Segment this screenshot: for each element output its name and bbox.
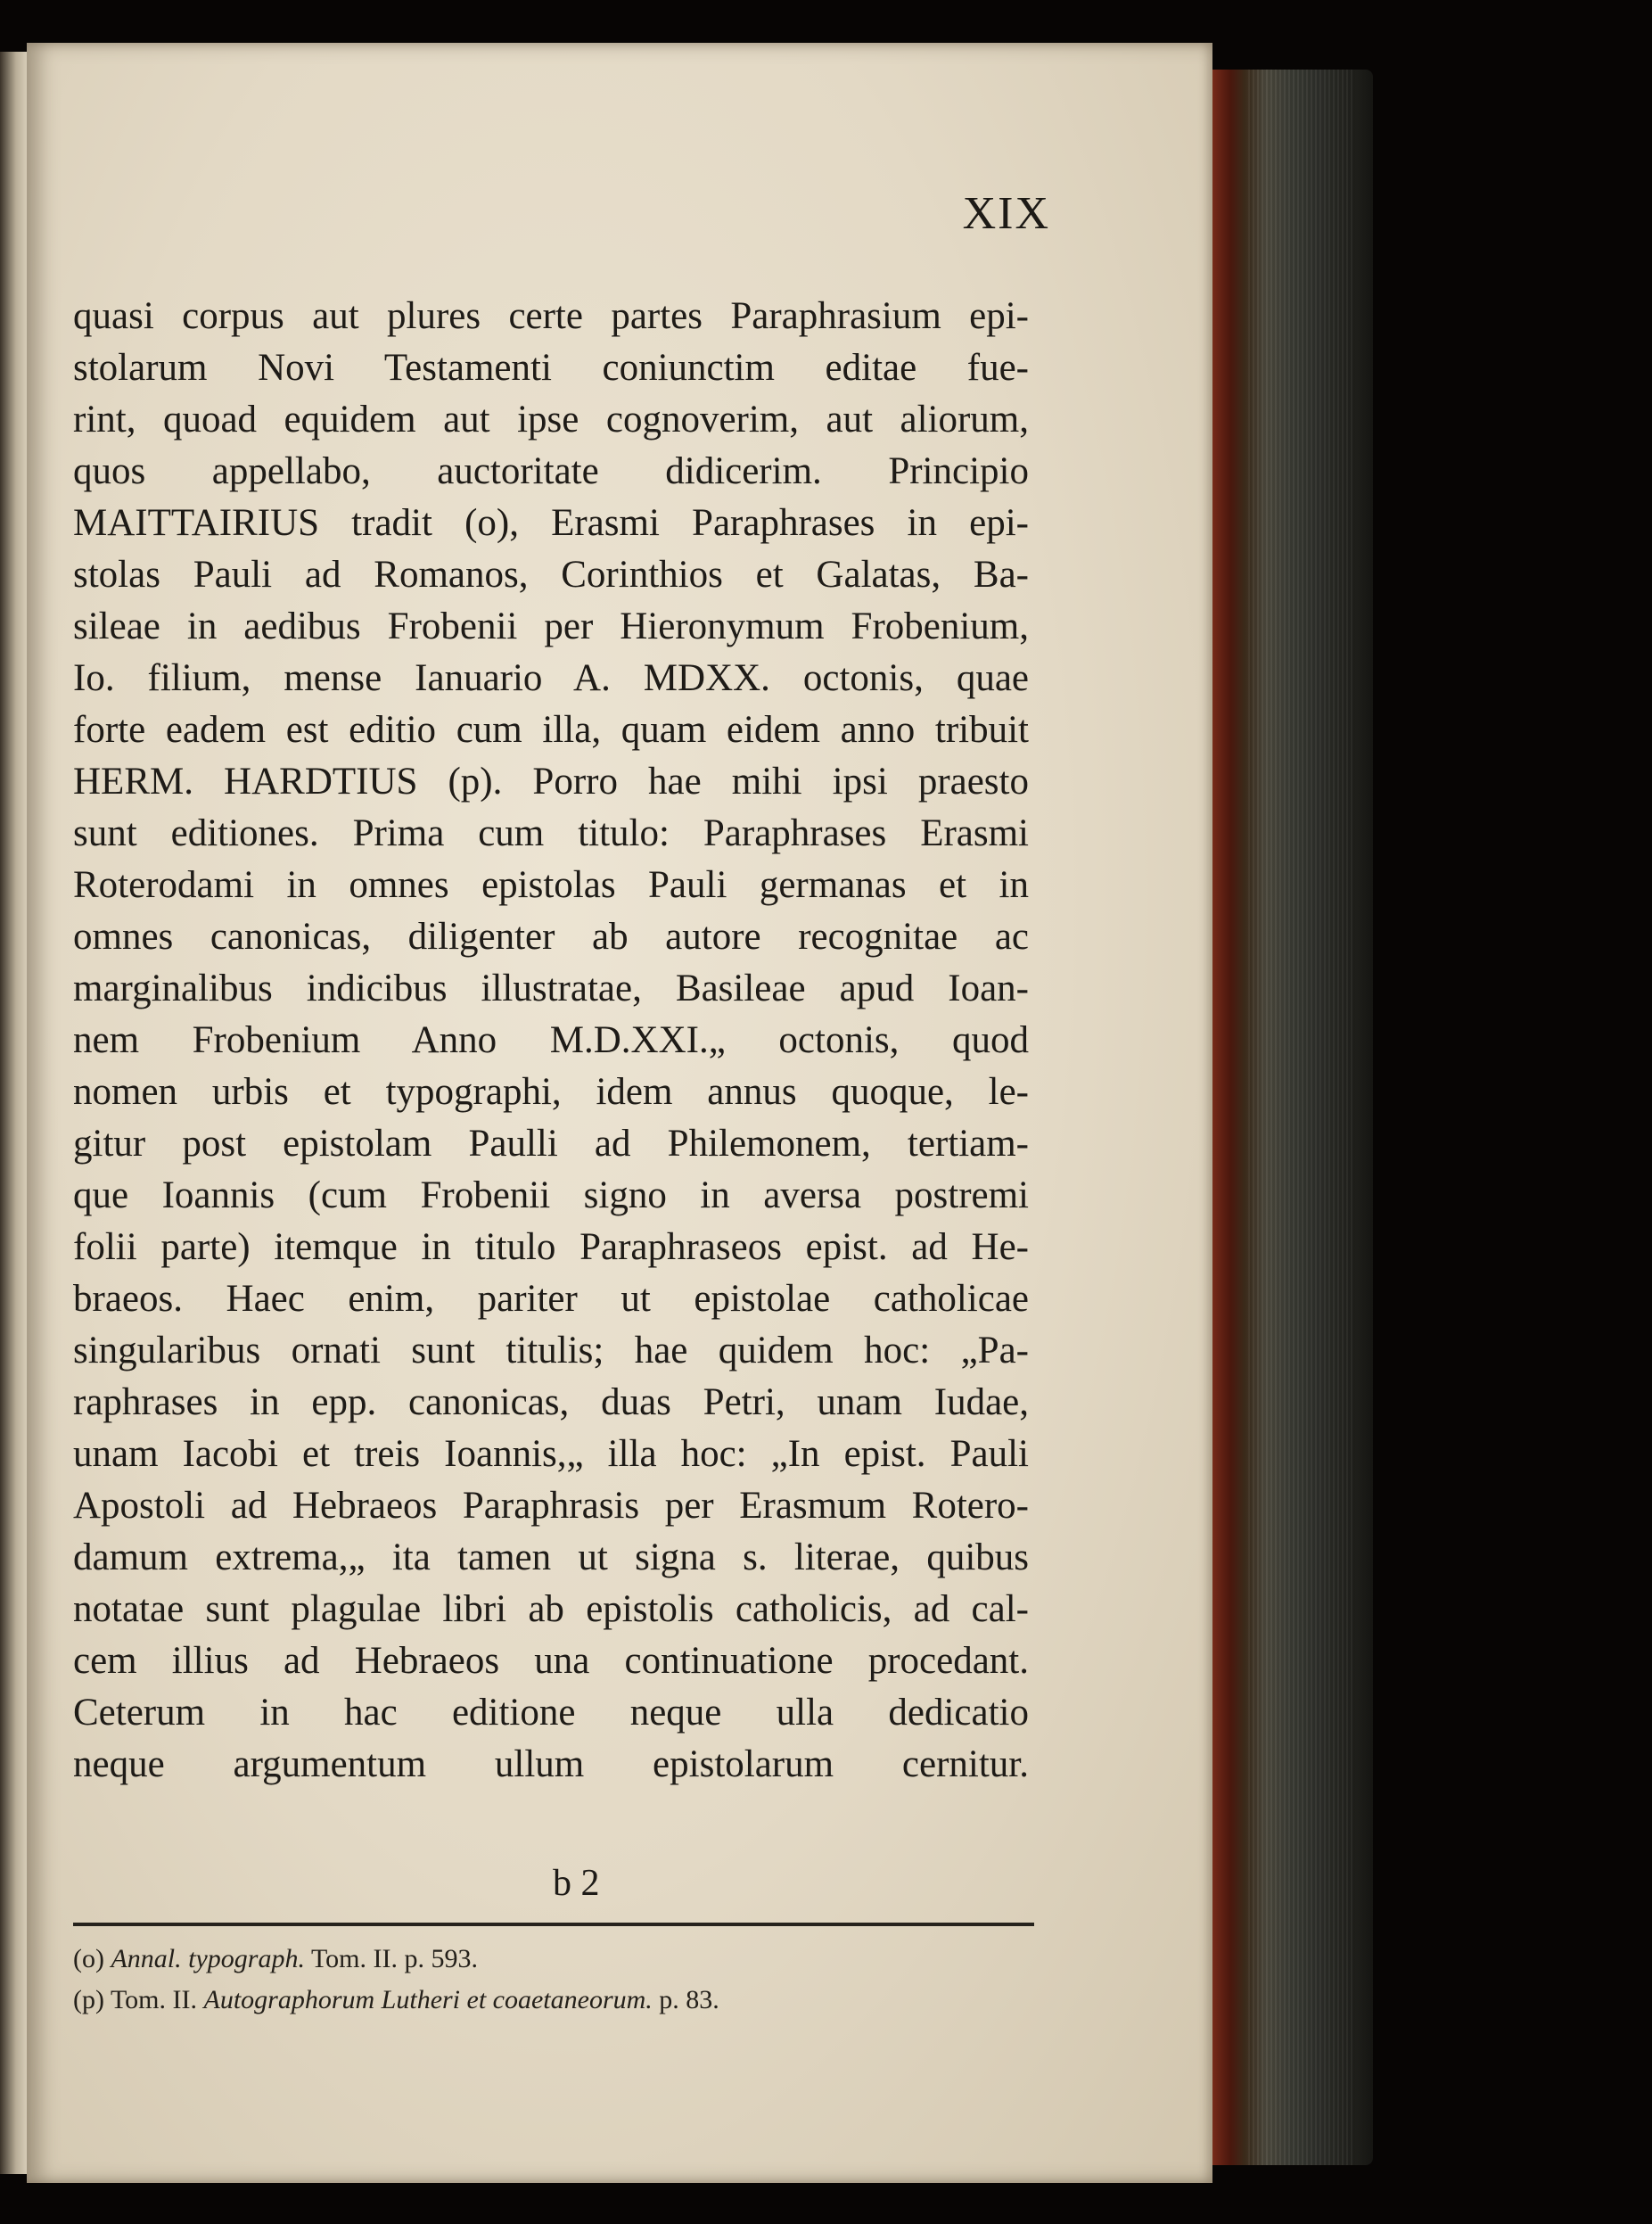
text-line: forte eadem est editio cum illa, quam eidem anno tribuit [73,709,1029,751]
text-line: folii parte) itemque in titulo Paraphraseos epist. ad He- [73,1226,1029,1268]
footnote-mark: (o) [73,1944,104,1973]
main-text [73,291,1029,1791]
footnote-reference: p. 83. [659,1985,719,2014]
text-line: cem illius ad Hebraeos una continuatione procedant. [73,1640,1029,1682]
text-line: sileae in aedibus Frobenii per Hieronymum Frobenium, [73,605,1029,647]
footnote-source: Autographorum Lutheri et coaetaneorum. [203,1985,653,2014]
text-line: singularibus ornati sunt titulis; hae quidem hoc: „Pa- [73,1330,1029,1371]
text-line: stolarum Novi Testamenti coniunctim editae fue- [73,347,1029,389]
signature-mark: b 2 [553,1863,600,1904]
text-line: notatae sunt plagulae libri ab epistolis catholicis, ad cal- [73,1588,1029,1630]
footnote-source: Annal. typograph. [111,1944,305,1973]
footnote-reference: Tom. II. p. 593. [310,1944,478,1973]
text-line: que Ioannis (cum Frobenii signo in aversa postremi [73,1174,1029,1216]
text-line: marginalibus indicibus illustratae, Basileae apud Ioan- [73,968,1029,1009]
footnote-p [73,1980,1036,2021]
text-line: quasi corpus aut plures certe partes Paraphrasium epi- [73,295,1029,337]
facing-page-edge [0,52,27,2174]
text-line: nem Frobenium Anno M.D.XXI.„ octonis, quod [73,1019,1029,1061]
text-line: sunt editiones. Prima cum titulo: Paraphrases Erasmi [73,812,1029,854]
text-line: HERM. HARDTIUS (p). Porro hae mihi ipsi praesto [73,761,1029,803]
text-line: Io. filium, mense Ianuario A. MDXX. octonis, quae [73,657,1029,699]
text-line: nomen urbis et typographi, idem annus quoque, le- [73,1071,1029,1113]
text-line: Ceterum in hac editione neque ulla dedicatio [73,1692,1029,1734]
text-line: rint, quoad equidem aut ipse cognoverim, aut aliorum, [73,399,1029,441]
text-line: Apostoli ad Hebraeos Paraphrasis per Erasmum Rotero- [73,1485,1029,1527]
text-line: MAITTAIRIUS tradit (o), Erasmi Paraphrases in epi- [73,502,1029,544]
text-line: neque argumentum ullum epistolarum cernitur. [73,1743,1029,1785]
book-page [27,43,1212,2183]
text-line: damum extrema,„ ita tamen ut signa s. literae, quibus [73,1536,1029,1578]
footnotes [73,1939,1036,2021]
footnote-o [73,1939,1036,1980]
text-line: stolas Pauli ad Romanos, Corinthios et Galatas, Ba- [73,554,1029,596]
text-line: unam Iacobi et treis Ioannis,„ illa hoc: „In epist. Pauli [73,1433,1029,1475]
text-line: Roterodami in omnes epistolas Pauli germanas et in [73,864,1029,906]
text-line: raphrases in epp. canonicas, duas Petri, unam Iudae, [73,1381,1029,1423]
text-line: omnes canonicas, diligenter ab autore recognitae ac [73,916,1029,958]
text-line: quos appellabo, auctoritate didicerim. Principio [73,450,1029,492]
text-line: gitur post epistolam Paulli ad Philemonem, tertiam- [73,1123,1029,1165]
footnote-mark: (p) [73,1985,104,2014]
page-number: XIX [962,188,1050,239]
footnote-volume: Tom. II. [110,1985,197,2014]
book-fore-edge [1195,70,1373,2165]
page-edges-texture [1248,70,1355,2165]
footnote-rule [73,1923,1034,1926]
text-line: braeos. Haec enim, pariter ut epistolae catholicae [73,1278,1029,1320]
